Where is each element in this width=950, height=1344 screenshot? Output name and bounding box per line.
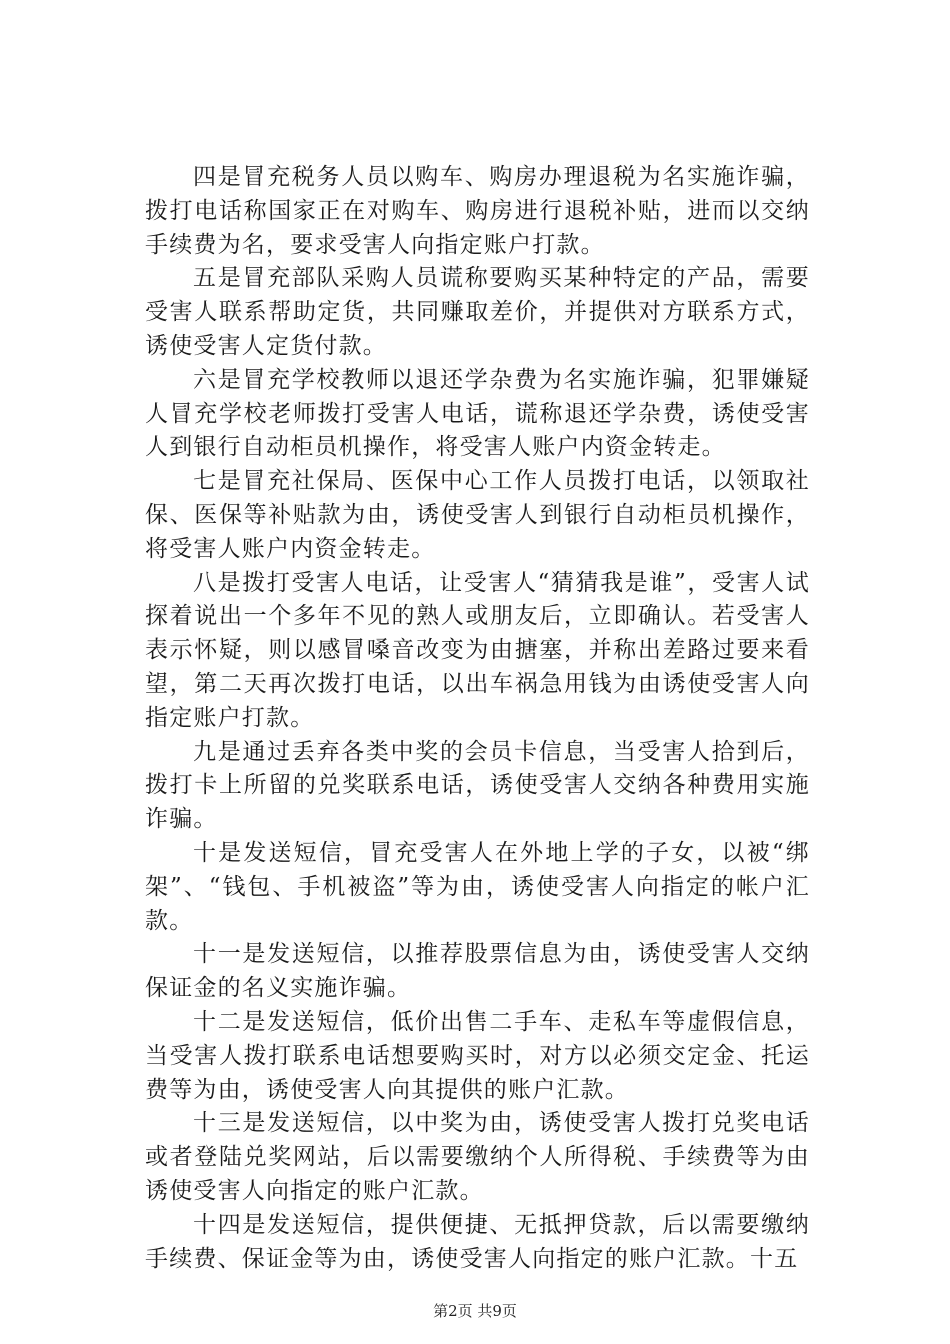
paragraph: 五是冒充部队采购人员谎称要购买某种特定的产品，需要受害人联系帮助定货，共同赚取差价，并提供对方联系方式，诱使受害人定货付款。 [145,265,810,359]
page-footer [0,1301,950,1321]
paragraph: 十二是发送短信，低价出售二手车、走私车等虚假信息，当受害人拨打联系电话想要购买时，对方以必须交定金、托运费等为由，诱使受害人向其提供的账户汇款。 [145,1008,810,1103]
paragraph: 六是冒充学校教师以退还学杂费为名实施诈骗，犯罪嫌疑人冒充学校老师拨打受害人电话，谎称退还学杂费，诱使受害人到银行自动柜员机操作，将受害人账户内资金转走。 [145,366,810,461]
page-number-label: 第2页 共9页 [433,1302,517,1320]
paragraph: 八是拨打受害人电话，让受害人“猜猜我是谁”，受害人试探着说出一个多年不见的熟人或朋友后，立即确认。若受害人表示怀疑，则以感冒嗓音改变为由搪塞，并称出差路过要来看望，第二天再次拨打电话，以出车祸急用钱为由诱使受害人向指定账户打款。 [145,569,810,731]
paragraph: 十是发送短信，冒充受害人在外地上学的子女，以被“绑架”、“钱包、手机被盗”等为由，诱使受害人向指定的帐户汇款。 [145,839,810,934]
paragraph: 十四是发送短信，提供便捷、无抵押贷款，后以需要缴纳手续费、保证金等为由，诱使受害人向指定的账户汇款。十五 [145,1211,810,1272]
paragraph: 四是冒充税务人员以购车、购房办理退税为名实施诈骗，拨打电话称国家正在对购车、购房进行退税补贴，进而以交纳手续费为名，要求受害人向指定账户打款。 [145,164,810,258]
paragraph: 十一是发送短信，以推荐股票信息为由，诱使受害人交纳保证金的名义实施诈骗。 [145,941,810,1002]
paragraph: 十三是发送短信，以中奖为由，诱使受害人拨打兑奖电话或者登陆兑奖网站，后以需要缴纳个人所得税、手续费等为由诱使受害人向指定的账户汇款。 [145,1110,810,1204]
paragraph: 九是通过丢弃各类中奖的会员卡信息，当受害人拾到后，拨打卡上所留的兑奖联系电话，诱使受害人交纳各种费用实施诈骗。 [145,738,810,833]
document-body [145,161,810,1276]
paragraph: 七是冒充社保局、医保中心工作人员拨打电话，以领取社保、医保等补贴款为由，诱使受害人到银行自动柜员机操作，将受害人账户内资金转走。 [145,468,810,562]
